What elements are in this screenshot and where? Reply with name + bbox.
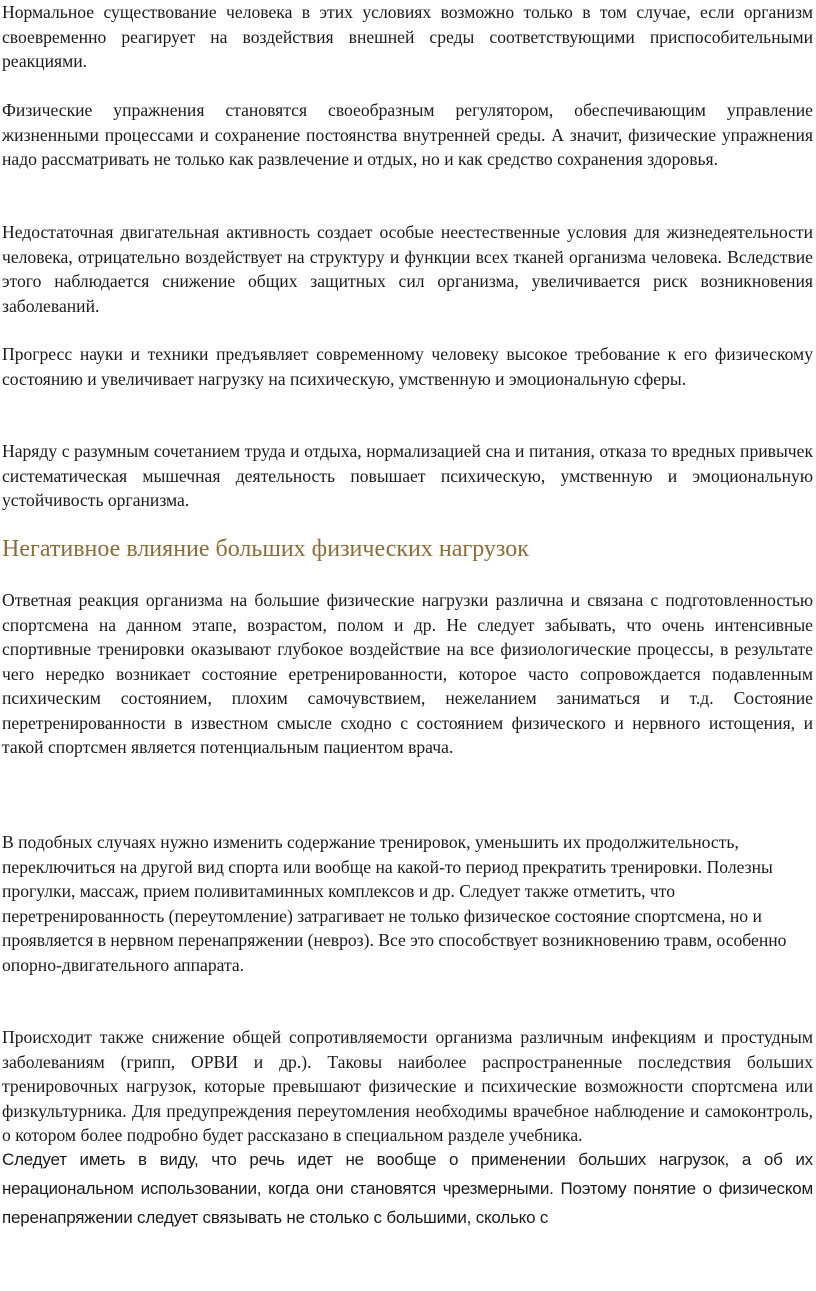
paragraph-training-changes: В подобных случаях нужно изменить содержание тренировок, уменьшить их продолжительность, переключиться на другой вид спорта или вообще на какой-то период прекратить тренировки. Полезны прогулки, массаж, прием поливитаминных комплексов и др. Следует также отметить, что перетренированность (переутомление) затрагивает не только физическое состояние спортсмена, но и проявляется в нервном перенапряжении (невроз). Все это способствует возникновению травм, особенно опорно-двигательного аппарата. xyxy=(2,832,787,975)
paragraph-resistance-decrease: Происходит также снижение общей сопротивляемости организма различным инфекциям и простудным заболеваниям (грипп, ОРВИ и др.). Таковы наиболее распространенные последствия больших тренировочных нагрузок, которые превышают физические и психические возможности спортсмена или физкультурника. Для предупреждения переутомления необходимы врачебное наблюдение и самоконтроль, о котором более подробно будет рассказано в специальном разделе учебника. xyxy=(2,1027,813,1145)
paragraph-physical-exercise-regulator: Физические упражнения становятся своеобразным регулятором, обеспечивающим управление жизненными процессами и сохранение постоянства внутренней среды. А значит, физические упражнения надо рассматривать не только как развлечение и отдых, но и как средство сохранения здоровья. xyxy=(2,100,813,169)
paragraph-work-rest-balance: Наряду с разумным сочетанием труда и отдыха, нормализацией сна и питания, отказа то вредных привычек систематическая мышечная деятельность повышает психическую, умственную и эмоциональную устойчивость организма. xyxy=(2,441,813,510)
section-heading: Негативное влияние больших физических нагрузок xyxy=(2,536,529,562)
paragraph-insufficient-activity: Недостаточная двигательная активность создает особые неестественные условия для жизнедеятельности человека, отрицательно воздействует на структуру и функции всех тканей организма человека. Вследствие этого наблюдается снижение общих защитных сил организма, увеличивается риск возникновения заболеваний. xyxy=(2,222,813,316)
paragraph-normal-existence: Нормальное существование человека в этих условиях возможно только в том случае, если организм своевременно реагирует на воздействия внешней среды соответствующими приспособительными реакциями. xyxy=(2,2,813,71)
paragraph-body-response: Ответная реакция организма на большие физические нагрузки различна и связана с подготовленностью спортсмена на данном этапе, возрастом, полом и др. Не следует забывать, что очень интенсивные спортивные тренировки оказывают глубокое воздействие на все физиологические процессы, в результате чего нередко возникает состояние еретренированности, которое часто сопровождается подавленным психическим состоянием, плохим самочувствием, нежеланием заниматься и т.д. Состояние перетренированности в известном смысле сходно с состоянием физического и нервного истощения, и такой спортсмен является потенциальным пациентом врача. xyxy=(2,590,813,757)
paragraph-excessive-loads: Следует иметь в виду, что речь идет не вообще о применении больших нагрузок, а об их нерациональном использовании, когда они становятся чрезмерными. Поэтому понятие о физическом перенапряжении следует связывать не столько с большими, сколько с xyxy=(2,1150,813,1227)
paragraph-science-progress: Прогресс науки и техники предъявляет современному человеку высокое требование к его физическому состоянию и увеличивает нагрузку на психическую, умственную и эмоциональную сферы. xyxy=(2,344,813,389)
